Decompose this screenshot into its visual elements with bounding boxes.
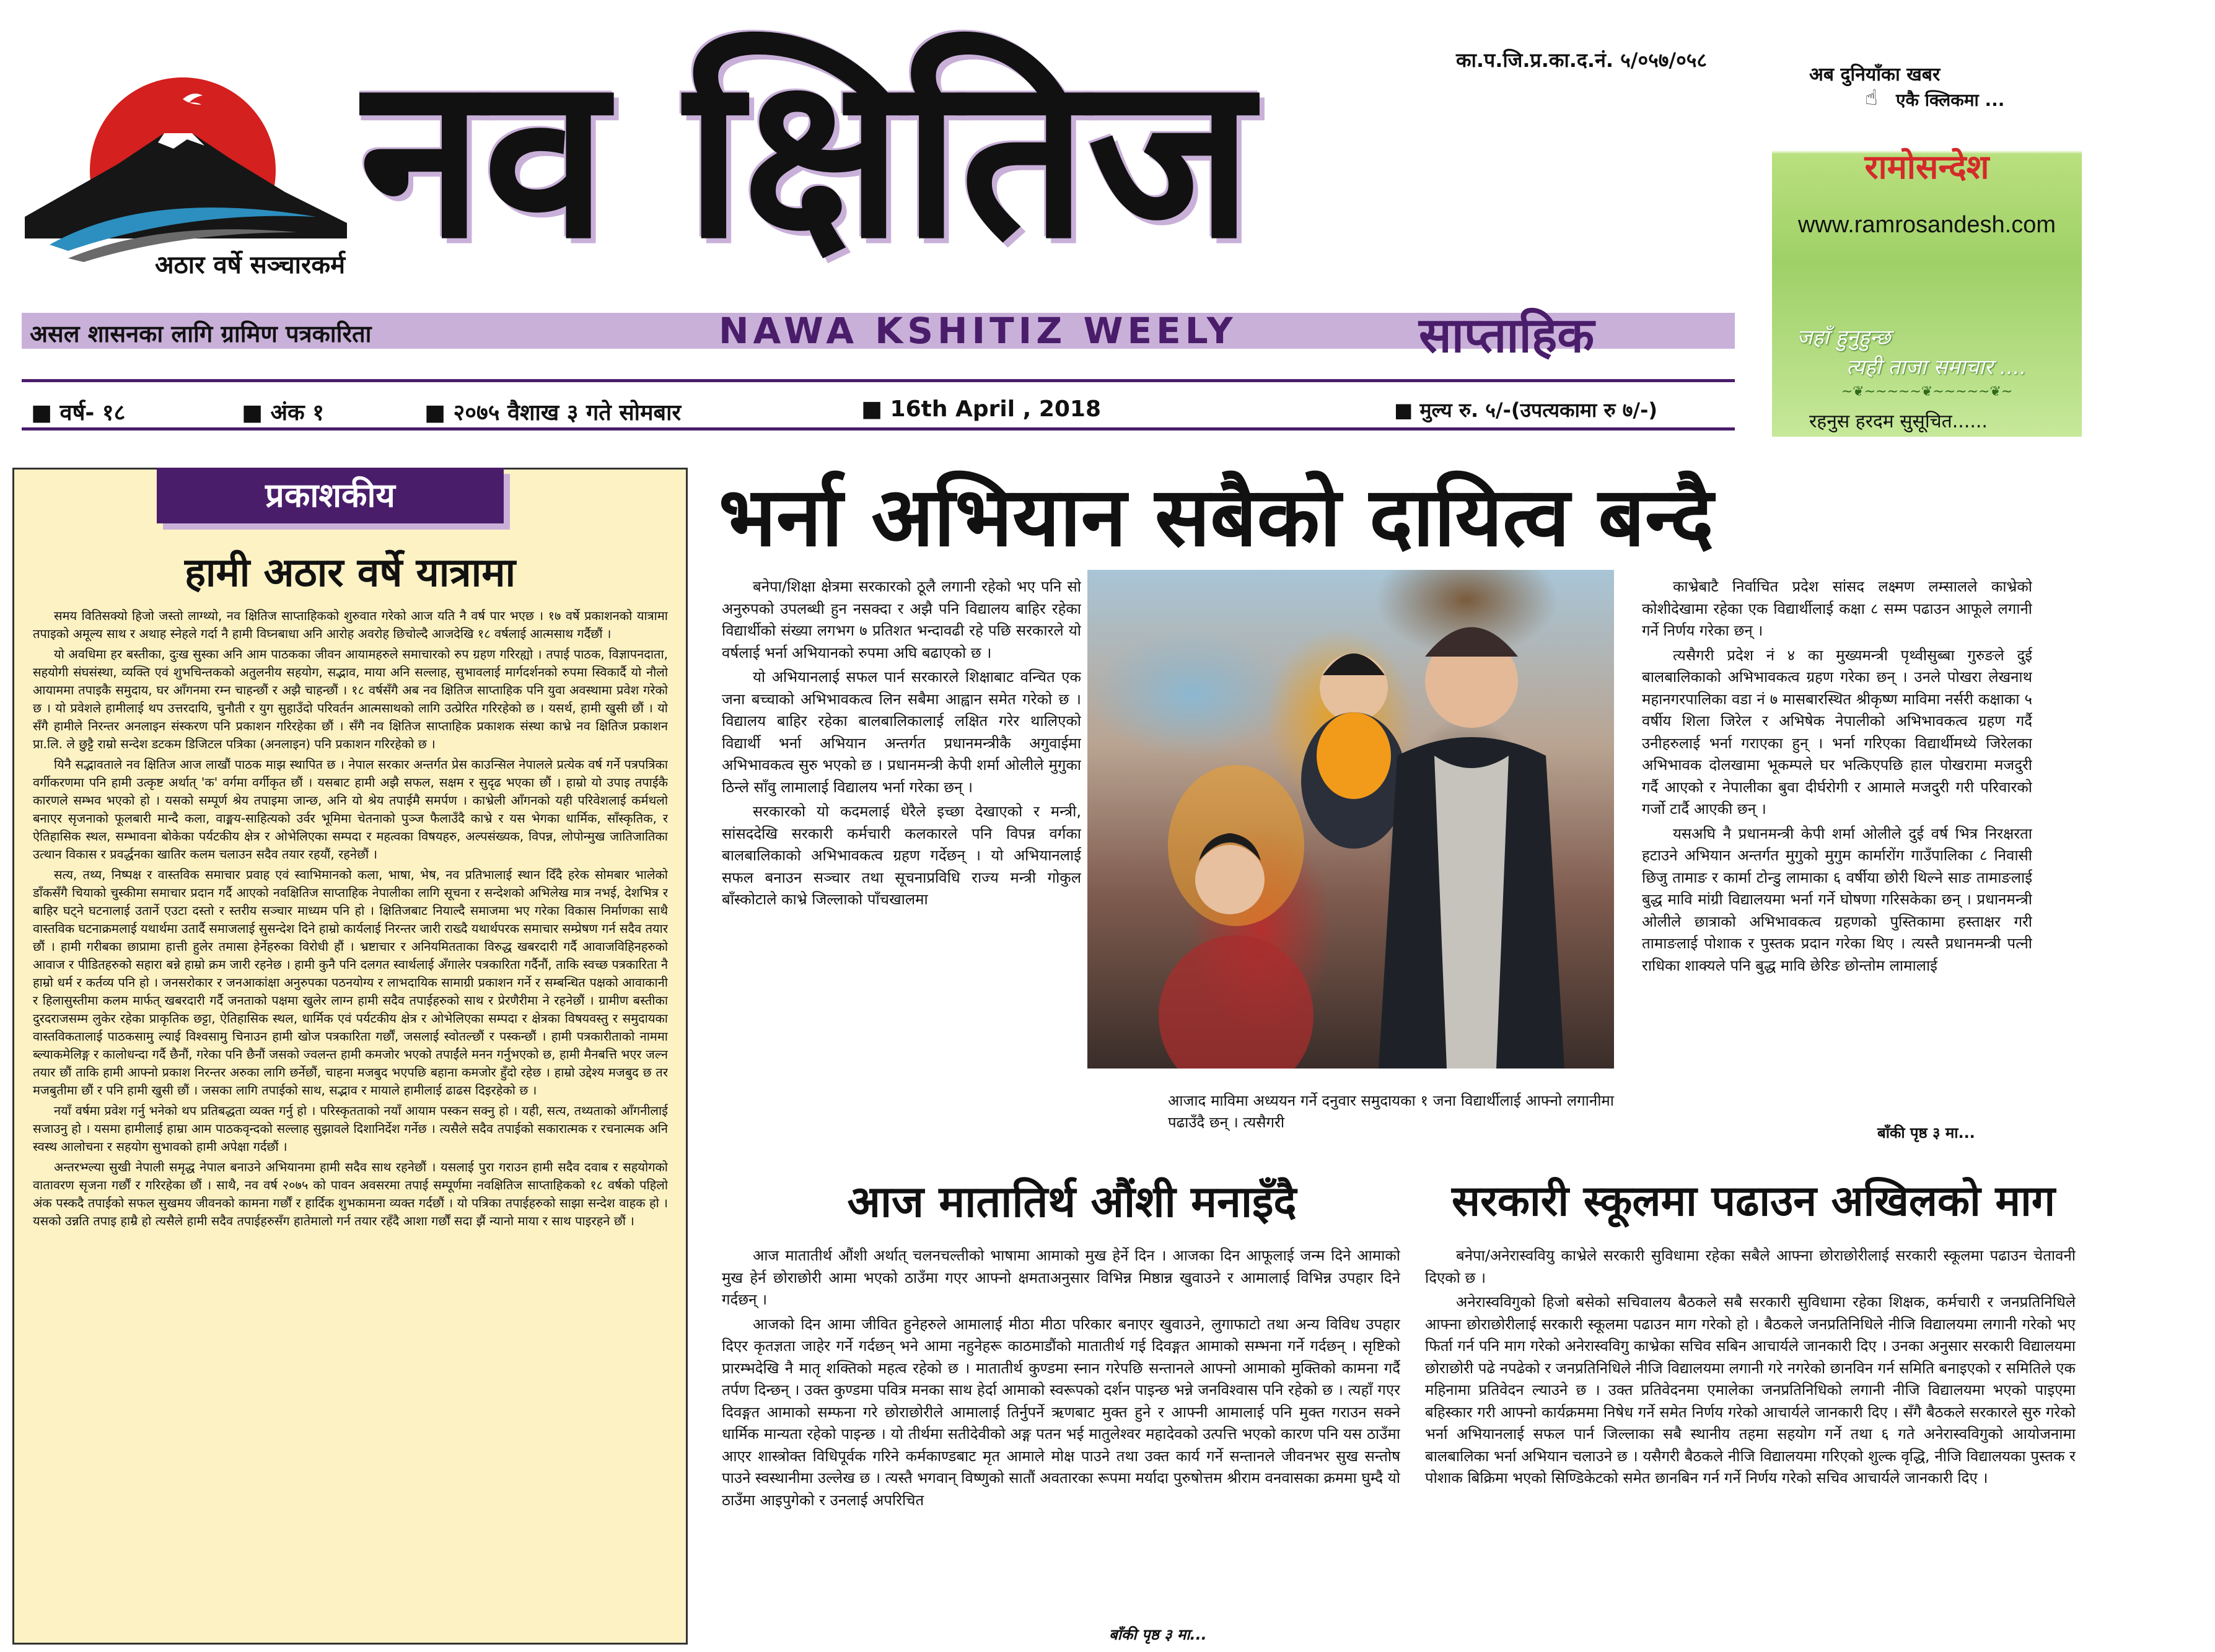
dateline-issue bbox=[242, 396, 324, 427]
ramrosandesh-advert[interactable] bbox=[1772, 50, 2082, 437]
tagline: असल शासनका लागि ग्रामिण पत्रकारिता bbox=[30, 320, 372, 347]
dateline-bottom-rule bbox=[22, 427, 1735, 430]
main-story-paragraph: यसअघि नै प्रधानमन्त्री केपी शर्मा ओलीले दुई वर्ष भित्र निरक्षरता हटाउने अभियान अन्तर्गत मुगुको मुगुम कार्मारोंग गाउँपालिका ८ निवासी छिजु तामाङ र कार्मा टोन्डु लामाका ६ वर्षीया छोरी थिल्ने साङ तामाङलाई बुद्ध मावि मांग्री विद्यालयमा भर्ना गर्ने घोषणा गरिसकेका छन् । प्रधानमन्त्री ओलीले छात्राको अभिभावकत्व ग्रहणको पुस्तिकामा हस्ताक्षर गरी तामाङलाई पोशाक र पुस्तक प्रदान गरेका थिए । त्यस्तै प्रधानमन्त्री पत्नी राधिका शाक्यले पनि बुद्ध मावि छेरिङ छोन्तोम लामालाई bbox=[1642, 824, 2032, 974]
main-story-paragraph: बनेपा/शिक्षा क्षेत्रमा सरकारको ठूलै लगानी रहेको भए पनि सो अनुरुपको उपलब्धी हुन नसक्दा र अझै पनि विद्यालय बाहिर रहेका विद्यार्थीको संख्या लगभग ७ प्रतिशत भन्दावढी रहे पछि सरकारले यो वर्षलाई भर्ना अभियानको रुपमा अघि बढाएको छ । bbox=[722, 578, 1081, 662]
editorial-headline: हामी अठार वर्षे यात्रामा bbox=[184, 550, 516, 596]
mother-story-continued[interactable]: बाँकी पृष्ठ ३ मा... bbox=[1103, 1624, 1207, 1645]
photo-figures bbox=[1087, 570, 1614, 1069]
weekly-label: साप्ताहिक bbox=[1419, 308, 1595, 364]
advert-slogan-2: त्यही ताजा समाचार .... bbox=[1846, 355, 2027, 380]
editorial-paragraph: सत्य, तथ्य, निष्पक्ष र वास्तविक समाचार प्रवाह एवं स्वाभिमानको कला, भाषा, भेष, नव प्रतिभालाई स्थान दिँदै हरेक सोमबार भालेको डाँकसँगै चियाको चुस्कीमा समाचार प्रदान गर्दै आएको नवक्षितिज साप्ताहिक नेपालीका लागि सूचना र सन्देशको अभिलेख मात्र नभई, देशभित्र र बाहिर घट्ने घटनालाई उतार्ने एउटा दस्तो र स्तरीय सञ्चार माध्यम पनि हो । क्षितिजबाट नियाल्दै समाजमा भए गरेका विकास निर्माणका साथै वास्तविक घटनाक्रमलाई यथार्थमा उतार्दै समाजलाई सुसन्देश दिने हाम्रो कार्यलाई निरन्तर जारी राख्दै यथार्थपरक समाचार सम्प्रेषण गर्न सदैव तयार छौं । हामी गरीबका छाप्रामा हात्ती हुलेर तमासा हेर्नेहरुका विरोधी हौं । भ्रष्टाचार र अनियमितताका विरुद्ध खबरदारी गर्दै आवाजविहिनहरुको आवाज र पीडितहरुको सहारा बन्ने हाम्रो क्रम जारी रहनेछ । हामी कुनै पनि दलगत स्वार्थलाई अँगालेर पत्रकारिता गर्दैनौं, ताकि स्वच्छ पत्रकारिता नै हाम्रो धर्म र कर्तव्य पनि हो । जनसरोकार र जनआकांक्षा अनुरुपका पठनयोग्य र लाभदायिक सामाग्री प्रकाशन गर्ने र सम्बन्धित पक्षको आवाकानी र हिलासुस्तीमा कलम मार्फत् खबरदारी गर्दै जनताको पक्षमा खुलेर लाग्न हामी सदैव तपाईहरुको साथ र प्रेरणैरीमा ने रहनेछौं । ग्रामीण बस्तीका दुरदराजसम्म लुकेर रहेका प्राकृतिक छट्टा, ऐतिहासिक स्थल, धार्मिक एवं पर्यटकीय क्षेत्र र ओभेलिएका सम्पदा र क्षेत्रका विषयवस्तु र समुदायका वास्तविकतालाई पाठकसामु ल्याई विश्वसामु चिनाउन हामी खोज पत्रकारिता गर्छौं, जसलाई स्वोतल्छौं र पस्कन्छौं । हामी पत्रकारीताको नाममा ब्ल्याकमेलिङ्ग र कालोधन्दा गर्दै छैनौं, गरेका पनि छैनौं जसको ज्वलन्त हामी कमजोर भएको तपाईंले मनन गर्नुभएको छ, हामी मैनबत्ति भएर जल्न तयार छौं ताकि हामी आफ्नो प्रकाश निरन्तर अरुका लागि छर्नेछौं, चाहना मजबुद भएपछि बहाना कमजोर हुँदो रहेछ । हाम्रो उद्देश्य मजबुद छ तर मजबुतीमा छौं र पनि हामी खुसी छौं । जसका लागि तपाईको साथ, सद्भाव र मायाले हामीलाई ढाढस दिइरहेको छ । bbox=[33, 867, 668, 1098]
editorial-body bbox=[33, 607, 668, 1638]
dateline-english-date bbox=[861, 396, 1101, 422]
price-text: मुल्य रु. ५/-(उपत्यकामा रु ७/-) bbox=[1419, 398, 1657, 422]
main-story-paragraph: काभ्रेबाटै निर्वाचित प्रदेश सांसद लक्ष्मण लम्सालले काभ्रेको कोशीदेखामा रहेका एक विद्यार्थीलाई कक्षा ८ सम्म पढाउन आफूले लगानी गर्ने निर्णय गरेका छन् । bbox=[1642, 578, 2032, 639]
school-story-body bbox=[1425, 1245, 2076, 1645]
editorial-paragraph: यिनै सद्भावताले नव क्षितिज आज लाखौं पाठक माझ स्थापित छ । नेपाल सरकार अन्तर्गत प्रेस काउन्सिल नेपालले प्रत्येक वर्ष गर्ने पत्रपत्रिका वर्गीकरणमा पनि हामी उत्कृष्ट अर्थात् 'क' वर्गमा वर्गीकृत छौं । यसबाट हामी अझै सफल, सक्षम र सुदृढ भएका छौं । हाम्रो यो उपाइ तपाईकै कारणले सम्भव भएको हो । यसको सम्पूर्ण श्रेय तपाइमा जान्छ, अनि यो श्रेय तपाईमै समर्पण । काभ्रेली आँगनको यही परिवेशलाई कर्मथलो बनाएर सृजनाको फूलबारी मान्दै कला, वाङ्मय-साहित्यको उर्वर भूमिमा चेतनाको पुञ्ज फैलाउँदै काभ्रे र यस भेगका धार्मिक, साँस्कृतिक, र ऐतिहासिक स्थल, सम्भावना बोकेका पर्यटकीय क्षेत्र र ओभेलिएका सम्पदा र महत्वका विषयहरु, अल्पसंख्यक, विपन्न, लोपोन्मुख जातिजातिका उत्थान विकास र प्रवर्द्धनका खातिर कलम चलाउन सदैव तयार रहयौं, रहनेछौं । bbox=[33, 757, 668, 862]
bullet: ■ bbox=[424, 400, 454, 426]
newspaper-title: नव क्षितिज bbox=[359, 28, 1253, 287]
mother-story-paragraph: आजको दिन आमा जीवित हुनेहरुले आमालाई मीठा मीठा परिकार बनाएर खुवाउने, लुगाफाटो तथा अन्य विविध उपहार दिएर कृतज्ञता जाहेर गर्ने गर्दछन् भने आमा नहुनेहरू काठमाडौंको मातातीर्थ गई दिवङ्गत आमाको सम्भना गर्ने गर्दछन् । सृष्टिको प्रारम्भदेखि नै मातृ शक्तिको महत्व रहेको छ । मातातीर्थ कुण्डमा स्नान गरेपछि सन्तानले आफ्नो आमाको मुक्तिको कामना गर्दै तर्पण दिन्छन् । उक्त कुण्डमा पवित्र मनका साथ हेर्दा आमाको स्वरूपको दर्शन पाइन्छ भन्ने जनविश्वास पनि रहेको छ । त्यहाँ गएर दिवङ्गत आमाको सम्फना गरे छोराछोरीले आमालाई तिर्नुपर्ने ऋणबाट मुक्त हुने र आफ्नी आमालाई पनि मुक्त गराउन सक्ने धार्मिक मान्यता रहेको पाइन्छ । यो तीर्थमा सतीदेवीको अङ्ग पतन भई मातुलेश्वर महादेवको उत्पत्ति भएको कारण पनि यस ठाउँमा आएर शास्त्रोक्त विधिपूर्वक गरिने कर्मकाण्डबाट मृत आमाले मोक्ष पाउने तथा उक्त कार्य गर्ने सन्तानले जीवनभर सुख सन्तोष पाउने स्वस्थानीमा उल्लेख छ । त्यस्तै भगवान् विष्णुको सातौं अवतारका रूपमा मर्यादा पुरुषोत्तम श्रीराम वनवासका क्रममा घुम्दै यो ठाउँमा आइपुगेको र उनलाई अपरिचित bbox=[722, 1315, 1400, 1509]
school-story-paragraph: बनेपा/अनेरास्ववियु काभ्रेले सरकारी सुविधामा रहेका सबैले आफ्ना छोराछोरीलाई सरकारी स्कूलमा पढाउन चेतावनी दिएको छ । bbox=[1425, 1247, 2076, 1287]
mother-story-body bbox=[722, 1245, 1400, 1645]
photo-caption: आजाद माविमा अध्ययन गर्ने दनुवार समुदायका १ जना विद्यार्थीलाई आफ्नो लगानीमा पढाउँदै छन् । त्यसैगरी bbox=[1168, 1092, 1614, 1131]
bullet: ■ bbox=[31, 400, 60, 426]
ornament-divider-icon: ~❦~~~~~❦~~~~~❦~ bbox=[1841, 384, 2013, 400]
advert-url[interactable]: www.ramrosandesh.com bbox=[1797, 212, 2056, 238]
dateline-year bbox=[31, 396, 125, 427]
advert-slogan-1: जहाँ हुनुहुन्छ bbox=[1797, 325, 1891, 350]
mother-story-paragraph: आज मातातीर्थ औंशी अर्थात् चलनचल्तीको भाषामा आमाको मुख हेर्ने दिन । आजका दिन आफूलाई जन्म दिने आमाको मुख हेर्न छोराछोरी आमा भएको ठाउँमा गएर आफ्नो क्षमताअनुसार विभिन्न मिष्ठान्न खुवाउने र आमालाई विभिन्न उपहार दिने गर्दछन् । bbox=[722, 1247, 1400, 1308]
main-story-col1 bbox=[722, 576, 1081, 1152]
dateline-nepali-date bbox=[424, 396, 681, 427]
year-text: वर्ष- १८ bbox=[59, 400, 126, 426]
advert-top-line: अब दुनियाँका खबर bbox=[1809, 64, 1941, 85]
english-name: NAWA KSHITIZ WEELY bbox=[719, 310, 1237, 352]
school-story-headline: सरकारी स्कूलमा पढाउन अखिलको माग bbox=[1451, 1177, 2055, 1226]
dateline-price bbox=[1394, 396, 1657, 423]
main-story-photo bbox=[1087, 570, 1614, 1069]
main-story-paragraph: सरकारको यो कदमलाई धेरैले इच्छा देखाएको र मन्त्री, सांसददेखि सरकारी कर्मचारी कलकारले पनि विपन्न वर्गका बालबालिकाको अभिभावकत्व ग्रहण गर्देछन् । यो अभियानलाई सफल बनाउन सञ्चार तथा सूचनाप्रविधि राज्य मन्त्री गोकुल बाँस्कोटाले काभ्रे जिल्लाको पाँचखालमा bbox=[722, 803, 1081, 908]
editorial-paragraph: समय वितिसक्यो हिजो जस्तो लाग्थ्यो, नव क्षितिज साप्ताहिकको शुरुवात गरेको आज यति नै वर्ष पार भएछ । १७ वर्षे प्रकाशनको यात्रामा तपाइको अमूल्य साथ र अथाह स्नेहले गर्दा नै हामी विघ्नबाधा अनि आरोह अवरोह छिचोल्दै आजदेखि १८ वर्षलाई आत्मसाथ गर्दैछौं । bbox=[33, 608, 668, 641]
cursor-hand-icon: ☝ bbox=[1865, 85, 1878, 110]
bullet: ■ bbox=[242, 400, 271, 426]
main-story-headline: भर्ना अभियान सबैको दायित्व बन्दै bbox=[719, 470, 1714, 565]
bullet: ■ bbox=[861, 396, 890, 422]
bullet: ■ bbox=[1394, 398, 1420, 422]
editorial-paragraph: यो अवधिमा हर बस्तीका, दुःख सुस्का अनि आम पाठकका जीवन आयामहरुले समाचारको रुप ग्रहण गरिरह्यो । तपाई पाठक, विज्ञापनदाता, सहयोगी संघसंस्था, व्यक्ति एवं शुभचिन्तकको अतुलनीय सहयोग, सद्भाव, माया अनि सल्लाह, सुभावलाई मार्गदर्शनको रुपमा स्विकार्दै यो नौलो आयाममा तपाइकै समुदाय, घर आँगनमा रम्न चाहन्छौं र अझै चाहन्छौं । १८ वर्षसँगै अब नव क्षितिज साप्ताहिक पनि युवा अवस्थामा प्रवेश गरेको छ । यो प्रवेशले हामीलाई थप उत्तरदायि, चुनौती र युग सुहाउँदो परिवर्तन आत्मसाथको लागि उत्प्रेरित गरिरहेको छ । यसर्थ, हामी खुसी छौं । यो सँगै हामीले निरन्तर अनलाइन संस्करण पनि प्रकाशन गरिरहेका छौं । सँगै नव क्षितिज साप्ताहिक प्रकाशक संस्था काभ्रे नव क्षितिज प्रकाशन प्रा.लि. ले छुट्टै राम्रो सन्देश डटकम डिजिटल पत्रिका (अनलाइन) पनि प्रकाशन गरिरहेको छ । bbox=[33, 647, 668, 751]
editorial-section-label: प्रकाशकीय bbox=[157, 468, 504, 523]
registration-number: का.प.जि.प्र.का.द.नं. ५/०५७/०५८ bbox=[1456, 48, 1707, 72]
dateline-top-rule bbox=[22, 379, 1735, 382]
main-story-col3 bbox=[1642, 576, 2032, 1146]
nepali-date-text: २०७५ वैशाख ३ गते सोमबार bbox=[453, 400, 682, 426]
mother-story-headline: आज मातातिर्थ औंशी मनाइँदै bbox=[847, 1176, 1297, 1227]
editorial-paragraph: अन्तरभ्ग्ल्या सुखी नेपाली समृद्ध नेपाल बनाउने अभियानमा हामी सदैव साथ रहनेछौं । यसलाई पुरा गराउन हामी सदैव दवाब र सहयोगको वातावरण सृजना गर्छौं र गरिरहेका छौं । साथै, नव वर्ष २०७५ को पावन अवसरमा तपाई सम्पूर्णमा नवक्षितिज साप्ताहिकको १८ वर्षको पहिलो अंक पस्कदै तपाईको सफल सुखमय जीवनको कामना गर्छौं र हार्दिक शुभकामना व्यक्त गर्दछौं । यो पत्रिका तपाईहरुको साझा सन्देश वाहक हो । यसको उन्नति तपाइ हाम्रै हो त्यसैले हामी सदैव तपाईहरुसँग हातेमालो गर्न तयार रहँदै आशा गर्छौं सदा झैं न्यानो माया र साथ पाइरहने छौं । bbox=[33, 1160, 668, 1228]
brand-text: रामोसन्देश bbox=[1864, 147, 1989, 186]
school-story-paragraph: अनेरास्वविगुको हिजो बसेको सचिवालय बैठकले सबै सरकारी सुविधामा रहेका शिक्षक, कर्मचारी र जनप्रतिनिधिले आफ्ना छोराछोरीलाई सरकारी स्कूलमा पढाउन माग गरेको हो । बैठकले जनप्रतिनिधिले नीजि विद्यालयमा लगानी गरेको भए फिर्ता गर्न पनि माग गरेको अनेरास्वविगु काभ्रेका सचिव सबिन आचार्यले जानकारी दिए । उनका अनुसार सरकारी विद्यालयमा छोराछोरी पढे नपढेको र जनप्रतिनिधिले नीजि विद्यालयमा लगानी गरे नगरेको छानविन गर्न समिति बनाइएको र समितिले एक महिनामा प्रतिवेदन ल्याउने छ । उक्त प्रतिवेदनमा एमालेका जनप्रतिनिधिको लगानी नीजि विद्यालयमा भएको पाइएमा बहिस्कार गरी आफ्नो कार्यक्रममा निषेध गर्ने समेत निर्णय गरेको आचार्यले जानकारी दिए । सँगै बैठकले सरकारले सुरु गरेको भर्ना अभियानलाई सफल पार्न जिल्लाका सबै स्थानीय तहमा सहयोग गर्ने तथा ६ गते अनेरास्वविगुको आयोजनामा बालबालिका भर्ना अभियान चलाउने छ । यसैगरी बैठकले नीजि विद्यालयमा गरिएको शुल्क वृद्धि, नीजि विद्यालयका पुस्तक र पोशाक बिक्रिमा भएको सिण्डिकेटको समेत छानबिन गर्न गर्ने निर्णय गरेको सचिव आचार्यले जानकारी दिए । bbox=[1425, 1293, 2076, 1487]
issue-text: अंक १ bbox=[270, 400, 324, 426]
main-story-paragraph: यो अभियानलाई सफल पार्न सरकारले शिक्षाबाट वन्चित एक जना बच्चाको अभिभावकत्व लिन सबैमा आह्वान समेत गरेको छ । विद्यालय बाहिर रहेका बालबालिकालाई लक्षित गरेर थालिएको विद्यार्थी भर्ना अभियान अन्तर्गत प्रधानमन्त्रीकै अगुवाईमा अभिभावकत्व सुरु भएको छ । प्रधानमन्त्री केपी शर्मा ओलीले मुगुका ठिन्ले साँवु लामालाई विद्यालय भर्ना गरेका छन् । bbox=[722, 668, 1081, 796]
advert-brand bbox=[1772, 142, 2082, 186]
english-date-text: 16th April , 2018 bbox=[890, 396, 1102, 422]
editorial-box bbox=[12, 468, 688, 1645]
advert-bottom: रहनुस हरदम सुसूचित...... bbox=[1809, 411, 1988, 432]
editorial-paragraph: नयाँ वर्षमा प्रवेश गर्नु भनेको थप प्रतिबद्धता व्यक्त गर्नु हो । परिस्कृतताको नयाँ आयाम पस्कन सक्नु हो । यही, सत्य, तथ्यताको आँगनीलाई सजाउनु हो । यसमा हामीलाई हाम्रा आम पाठकवृन्दको सल्लाह सुझावले दिशानिर्देश गर्नेछ । त्यसैले सदैव तपाईको सकारात्मक र रचनात्मक अनि स्वस्थ आलोचना र सहयोग सुभावको हामी अपेक्षा गर्दछौं । bbox=[33, 1103, 668, 1154]
main-story-continued[interactable]: बाँकी पृष्ठ ३ मा... bbox=[1877, 1122, 1975, 1143]
logo-caption: अठार वर्षे सञ्चारकर्म bbox=[155, 251, 346, 279]
main-story-paragraph: त्यसैगरी प्रदेश नं ४ का मुख्यमन्त्री पृथ्वीसुब्बा गुरुङले दुई बालबालिकाको अभिभावकत्व ग्रहण गरेका छन् । उनले पोखरा लेखनाथ महानगरपालिका वडा नं ७ मासबारस्थित श्रीकृष्ण माविमा नर्सरी कक्षाका ५ वर्षीय शिला जिरेल र अभिषेक नेपालीको अभिभावकत्व ग्रहण गर्दै उनीहरुलाई भर्ना गराएका हुन् । भर्ना गरिएका विद्यार्थीमध्ये जिरेलका अभिभावक दोलखामा भूकम्पले घर भत्किएपछि हाल पोखरामा मजदुरी गर्दै आएको र नेपालीका बुवा दीर्घरोगी र आमाले मजदुरी गरी परिवारको गर्जो टार्दै आएकी छन् । bbox=[1642, 646, 2032, 818]
advert-click-line: एकै क्लिकमा ... bbox=[1896, 90, 2005, 110]
